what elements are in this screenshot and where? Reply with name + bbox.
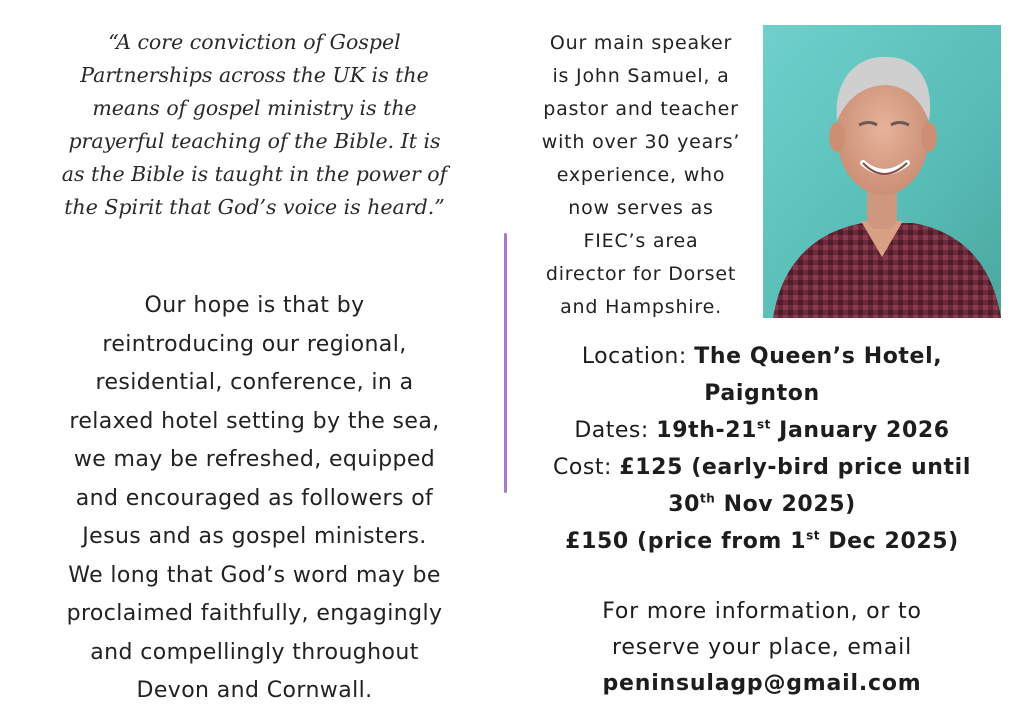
quote-line: Partnerships across the UK is the [80, 63, 429, 87]
quote-line: “A core conviction of Gospel [108, 30, 401, 54]
dates-ordinal: st [757, 417, 771, 432]
cost-label: Cost: [553, 455, 620, 480]
speaker-line: director for Dorset [545, 263, 737, 285]
location-row-2 [512, 375, 1012, 412]
location-label: Location: [581, 344, 695, 369]
quote-block [12, 26, 497, 224]
hope-line: residential, conference, in a [95, 370, 414, 395]
speaker-line: pastor and teacher [543, 98, 739, 120]
hope-line: we may be refreshed, equipped [73, 447, 436, 472]
cost-standard-a: £150 (price from 1 [565, 529, 807, 554]
speaker-line: and Hampshire. [560, 296, 722, 318]
speaker-portrait-illustration [763, 25, 1001, 318]
quote-line: prayerful teaching of the Bible. It is [68, 129, 441, 153]
hope-line: proclaimed faithfully, engagingly [66, 601, 443, 626]
cost-row-2 [512, 486, 1012, 523]
hope-line: Jesus and as gospel ministers. [82, 524, 427, 549]
location-row [512, 338, 1012, 375]
quote-line: as the Bible is taught in the power of [61, 162, 448, 186]
hope-paragraph [12, 287, 497, 711]
cost-deadline-day: 30 [668, 492, 701, 517]
cost-deadline-ordinal: th [700, 491, 716, 506]
cost-early-bird: £125 (early-bird price until [619, 455, 971, 480]
hope-line: and encouraged as followers of [75, 485, 434, 511]
dates-value-end: January 2026 [770, 418, 950, 443]
cost-standard-row [512, 523, 1012, 560]
dates-row [512, 412, 1012, 449]
hope-line: relaxed hotel setting by the sea, [69, 408, 440, 434]
event-details [512, 338, 1012, 560]
cost-deadline-rest: Nov 2025) [715, 492, 856, 517]
cost-standard-b: Dec 2025) [820, 529, 959, 554]
contact-email[interactable]: peninsulagp@gmail.com [602, 671, 922, 696]
location-value-town: Paignton [704, 381, 820, 406]
speaker-line: FIEC’s area [583, 230, 699, 252]
speaker-line: experience, who [556, 164, 726, 186]
hope-line: Devon and Cornwall. [136, 678, 373, 703]
info-line: reserve your place, email [612, 635, 912, 660]
dates-label: Dates: [574, 418, 657, 443]
quote-line: the Spirit that God’s voice is heard.” [64, 195, 445, 219]
quote-line: means of gospel ministry is the [92, 96, 417, 120]
info-line: For more information, or to [602, 599, 922, 624]
hope-line: and compellingly throughout [90, 639, 419, 665]
speaker-line: with over 30 years’ [541, 131, 741, 153]
speaker-photo [763, 25, 1001, 318]
speaker-line: now serves as [568, 197, 714, 219]
speaker-bio [516, 27, 766, 324]
cost-row [512, 449, 1012, 486]
vertical-divider [504, 233, 507, 493]
cost-standard-ordinal: st [806, 528, 820, 543]
dates-value-start: 19th-21 [656, 418, 758, 443]
hope-line: reintroducing our regional, [102, 331, 407, 357]
hope-line: Our hope is that by [144, 293, 365, 318]
location-value: The Queen’s Hotel, [694, 344, 943, 369]
contact-info [512, 594, 1012, 702]
speaker-line: Our main speaker [549, 32, 733, 54]
hope-line: We long that God’s word may be [68, 562, 441, 588]
speaker-line: is John Samuel, a [552, 65, 730, 87]
